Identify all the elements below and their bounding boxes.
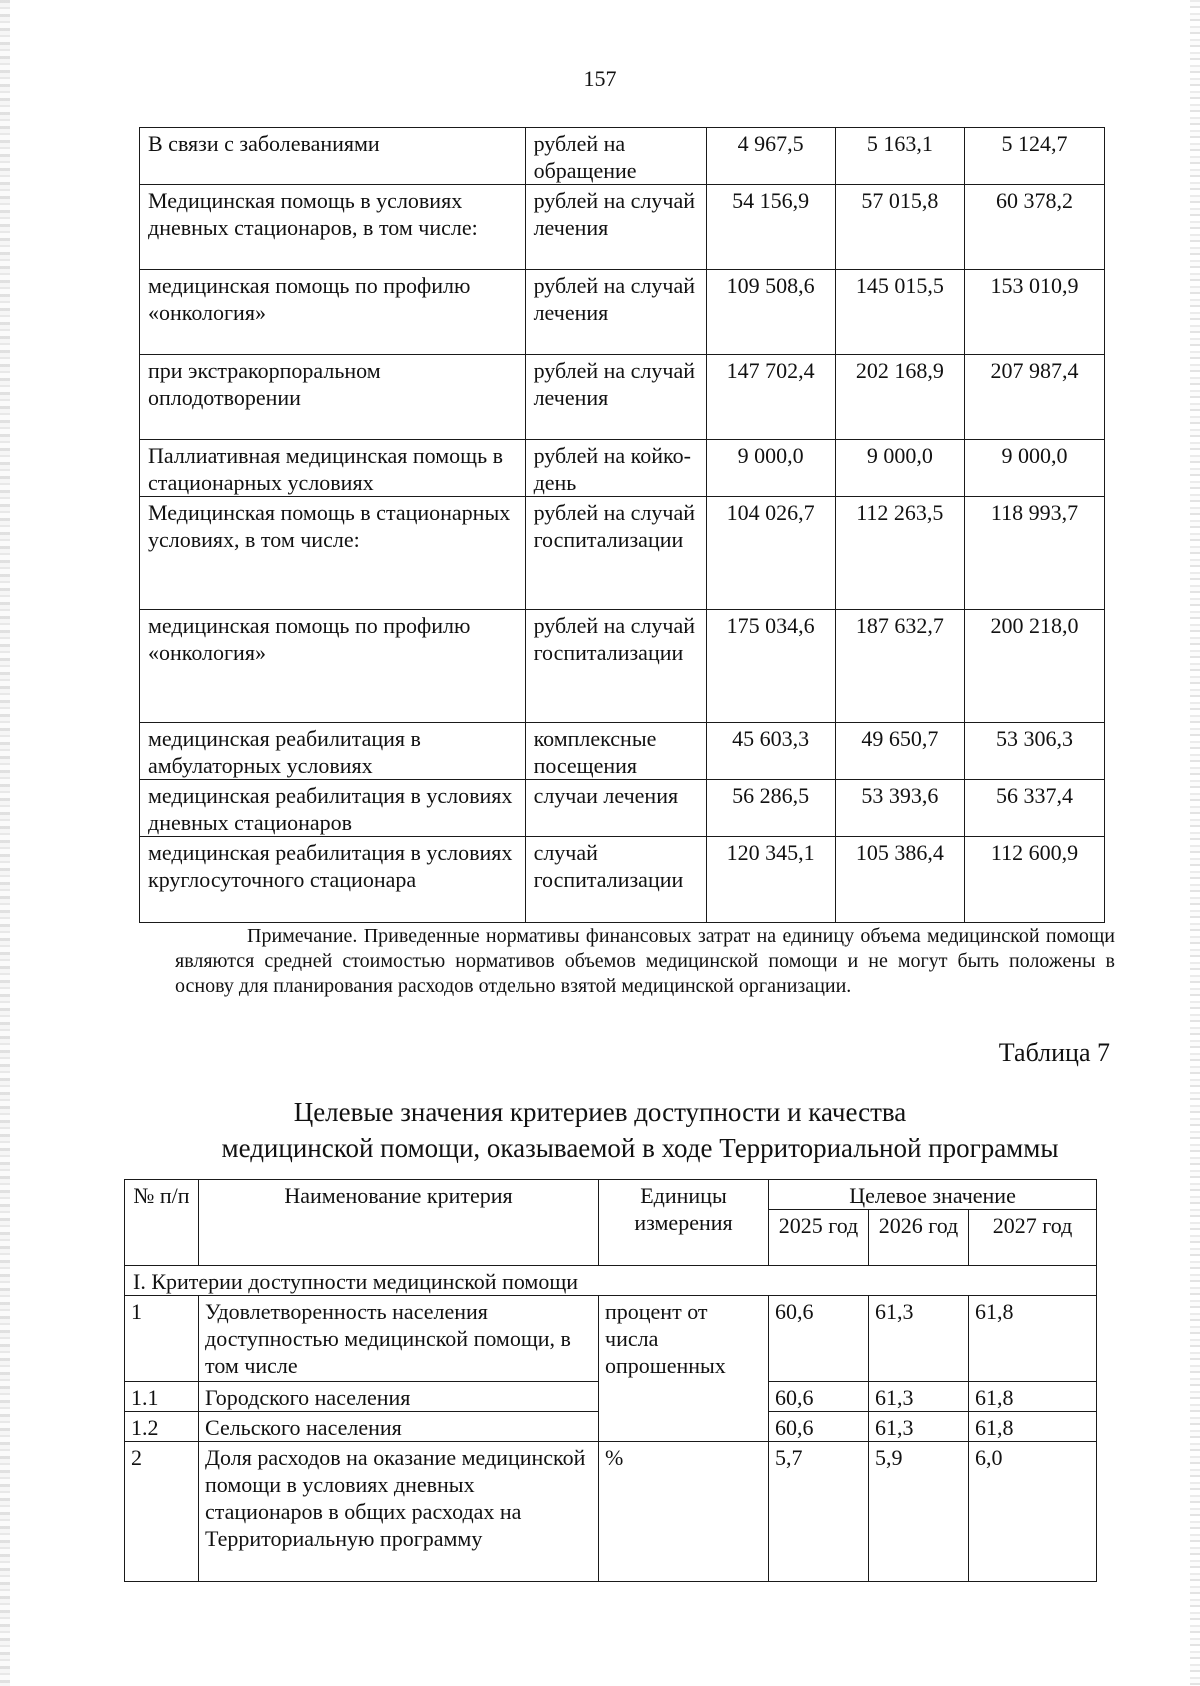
table-title-line2: медицинской помощи, оказываемой в ходе Территориальной программы [221,1133,1059,1163]
unit-cell: случай госпитализации [525,837,706,923]
table-title [0,1094,1200,1166]
table-title-line1: Целевые значения критериев доступности и качества [293,1097,907,1127]
value-2027: 61,8 [969,1382,1097,1412]
value-2027: 60 378,2 [964,185,1104,270]
value-2027: 5 124,7 [964,128,1104,185]
value-2027: 61,8 [969,1296,1097,1382]
table-row [140,497,1105,610]
value-2027: 56 337,4 [964,780,1104,837]
scan-edge-left [0,0,10,1686]
unit-cell: рублей на койко-день [525,440,706,497]
cost-standards-table [139,127,1105,923]
header-target: Целевое значение [769,1180,1097,1210]
criterion-name: при экстракорпоральном оплодотворении [140,355,526,440]
header-2025: 2025 год [769,1210,869,1266]
value-2025: 175 034,6 [706,610,835,723]
value-2027: 153 010,9 [964,270,1104,355]
value-2027: 207 987,4 [964,355,1104,440]
table-row [140,440,1105,497]
unit-cell: комплексные посещения [525,723,706,780]
value-2027: 118 993,7 [964,497,1104,610]
value-2026: 105 386,4 [835,837,964,923]
value-2027: 53 306,3 [964,723,1104,780]
value-2027: 200 218,0 [964,610,1104,723]
table-row [125,1296,1097,1382]
table-row [125,1442,1097,1582]
criteria-table [124,1179,1097,1582]
section-heading: I. Критерии доступности медицинской помощи [125,1266,1097,1296]
value-2025: 5,7 [769,1442,869,1582]
criterion-name: медицинская помощь по профилю «онкология» [140,270,526,355]
value-2026: 57 015,8 [835,185,964,270]
value-2027: 112 600,9 [964,837,1104,923]
value-2025: 104 026,7 [706,497,835,610]
value-2025: 120 345,1 [706,837,835,923]
value-2026: 61,3 [869,1296,969,1382]
table-row [140,610,1105,723]
table-row [140,185,1105,270]
unit-cell: рублей на случай лечения [525,355,706,440]
criterion-name: Медицинская помощь в условиях дневных стационаров, в том числе: [140,185,526,270]
value-2026: 61,3 [869,1382,969,1412]
table-row [140,270,1105,355]
criterion-name: Удовлетворенность населения доступностью медицинской помощи, в том числе [199,1296,599,1382]
unit-cell: рублей на случай лечения [525,270,706,355]
header-2026: 2026 год [869,1210,969,1266]
table-note: Примечание. Приведенные нормативы финансовых затрат на единицу объема медицинской помощи являются средней стоимостью нормативов объемов медицинской помощи и не могут быть положены в основу для планирования расходов отдельно взятой медицинской организации. [175,925,1115,997]
value-2025: 9 000,0 [706,440,835,497]
unit-cell: рублей на обращение [525,128,706,185]
criterion-name: Паллиативная медицинская помощь в стационарных условиях [140,440,526,497]
value-2025: 54 156,9 [706,185,835,270]
value-2025: 109 508,6 [706,270,835,355]
criterion-name: В связи с заболеваниями [140,128,526,185]
table-label: Таблица 7 [998,1038,1110,1067]
value-2026: 5 163,1 [835,128,964,185]
unit-cell: % [599,1442,769,1582]
value-2027: 61,8 [969,1412,1097,1442]
criterion-name: медицинская реабилитация в амбулаторных условиях [140,723,526,780]
value-2026: 112 263,5 [835,497,964,610]
header-name: Наименование критерия [199,1180,599,1266]
criterion-name: Городского населения [199,1382,599,1412]
value-2026: 202 168,9 [835,355,964,440]
value-2025: 60,6 [769,1296,869,1382]
page-number: 157 [583,66,617,91]
row-num: 1.2 [125,1412,199,1442]
value-2025: 60,6 [769,1382,869,1412]
table-row [140,780,1105,837]
value-2025: 147 702,4 [706,355,835,440]
header-2027: 2027 год [969,1210,1097,1266]
criterion-name: медицинская реабилитация в условиях дневных стационаров [140,780,526,837]
criterion-name: медицинская реабилитация в условиях круглосуточного стационара [140,837,526,923]
header-num: № п/п [125,1180,199,1266]
section-row [125,1266,1097,1296]
value-2027: 6,0 [969,1442,1097,1582]
value-2026: 49 650,7 [835,723,964,780]
row-num: 1 [125,1296,199,1382]
value-2025: 56 286,5 [706,780,835,837]
unit-cell: рублей на случай госпитализации [525,497,706,610]
criterion-name: медицинская помощь по профилю «онкология» [140,610,526,723]
unit-cell: процент от числа опрошенных [599,1296,769,1442]
value-2026: 145 015,5 [835,270,964,355]
criterion-name: Сельского населения [199,1412,599,1442]
row-num: 1.1 [125,1382,199,1412]
scan-edge-right [1190,0,1200,1686]
unit-cell: рублей на случай госпитализации [525,610,706,723]
value-2026: 9 000,0 [835,440,964,497]
table-row [140,723,1105,780]
unit-cell: случаи лечения [525,780,706,837]
unit-cell: рублей на случай лечения [525,185,706,270]
table-row [140,128,1105,185]
row-num: 2 [125,1442,199,1582]
value-2026: 53 393,6 [835,780,964,837]
header-row [125,1180,1097,1210]
header-unit: Единицы измерения [599,1180,769,1266]
value-2026: 5,9 [869,1442,969,1582]
value-2026: 61,3 [869,1412,969,1442]
value-2027: 9 000,0 [964,440,1104,497]
value-2026: 187 632,7 [835,610,964,723]
criterion-name: Доля расходов на оказание медицинской помощи в условиях дневных стационаров в общих расходах на Территориальную программу [199,1442,599,1582]
value-2025: 45 603,3 [706,723,835,780]
criterion-name: Медицинская помощь в стационарных условиях, в том числе: [140,497,526,610]
table-row [140,355,1105,440]
table-row [140,837,1105,923]
value-2025: 60,6 [769,1412,869,1442]
value-2025: 4 967,5 [706,128,835,185]
